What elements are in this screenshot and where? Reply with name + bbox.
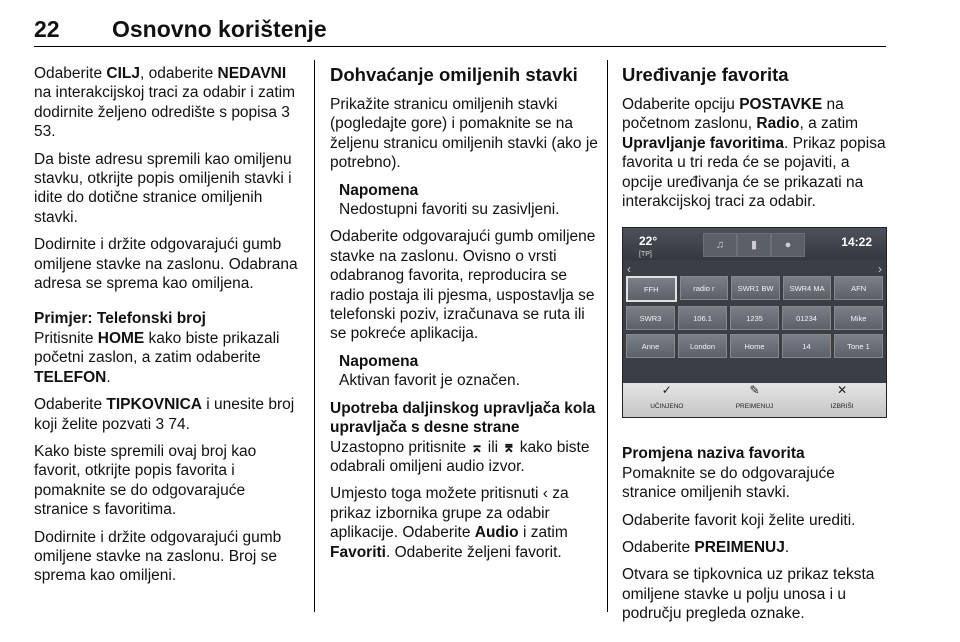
favorite-button: 01234: [782, 306, 831, 330]
section-heading: Dohvaćanje omiljenih stavki: [330, 64, 578, 85]
paragraph: Pritisnite HOME kako biste prikazali početni zaslon, a zatim odaberite TELEFON.: [34, 329, 280, 386]
navigation-icon: ●: [771, 233, 805, 257]
page-title: Osnovno korištenje: [112, 16, 327, 42]
chevron-right-icon: ›: [878, 262, 882, 277]
delete-action: ✕ IZBRIŠI: [830, 383, 854, 411]
chevron-left-icon: ‹: [627, 262, 631, 277]
screen-action-bar: [623, 383, 886, 417]
favorite-button: AFN: [834, 276, 883, 300]
seek-up-icon: ⌅: [470, 438, 484, 456]
favorite-button: London: [678, 334, 727, 358]
page-number: 22: [34, 16, 60, 42]
favorite-button: 106.1: [678, 306, 727, 330]
paragraph: Uzastopno pritisnite ⌅ ili ⌆ kako biste odabrali omiljeni audio izvor.: [330, 438, 590, 475]
paragraph: Odaberite PREIMENUJ.: [622, 539, 790, 557]
back-chevron-icon: ‹: [542, 485, 548, 503]
column-divider: [607, 60, 608, 612]
note-text: Aktivan favorit je označen.: [339, 372, 520, 390]
favorite-button: Anne: [626, 334, 675, 358]
note-title: Napomena: [339, 352, 419, 370]
favorites-row: [626, 334, 883, 358]
paragraph: Prikažite stranicu omiljenih stavki (pogledajte gore) i pomaknite se na željenu stranicu omiljenih stavki (ako je potrebno).: [330, 96, 598, 172]
column-2: [330, 64, 598, 570]
paragraph: Odaberite CILJ, odaberite NEDAVNI na interakcijskoj traci za odabir i zatim dodirnite željeno odredište s popisa 3 53.: [34, 65, 296, 141]
favorite-button: 14: [782, 334, 831, 358]
page-ref-icon: 3: [281, 103, 290, 121]
favorites-grid: [626, 276, 883, 362]
section-heading: Promjena naziva favorita: [622, 445, 805, 463]
music-note-icon: ♫: [703, 233, 737, 257]
pencil-icon: ✎: [749, 383, 760, 398]
page-ref-icon: 3: [155, 415, 165, 433]
section-heading: Uređivanje favorita: [622, 64, 789, 85]
favorites-screen-illustration: [622, 227, 887, 418]
column-1: [34, 64, 302, 594]
paragraph: Otvara se tipkovnica uz prikaz teksta omiljene stavke u polju unosa i u području pregleda oznake.: [622, 566, 875, 623]
note-title: Napomena: [339, 181, 419, 199]
paragraph: Odaberite opciju POSTAVKE na početnom zaslonu, Radio, a zatim Upravljanje favoritima. Prikaz popisa favorita u tri reda će se pojaviti, a opcije uređivanja će se prikazati na interakcijskoj traci za odabir.: [622, 96, 886, 211]
favorites-row: [626, 306, 883, 330]
checkmark-icon: ✓: [661, 383, 672, 398]
favorite-button: FFH: [626, 276, 677, 302]
favorite-button: Tone 1: [834, 334, 883, 358]
screen-status-bar: [623, 228, 886, 260]
paragraph: Dodirnite i držite odgovarajući gumb omiljene stavke na zaslonu. Odabrana adresa se sprema kao omiljena.: [34, 236, 298, 293]
paragraph: Umjesto toga možete pritisnuti ‹ za prikaz izbornika grupe za odabir aplikacije. Odaberite Audio i zatim Favoriti. Odaberite željeni favorit.: [330, 485, 569, 561]
favorite-button: radio r: [680, 276, 729, 300]
seek-down-icon: ⌆: [502, 438, 516, 456]
paragraph: Odaberite odgovarajući gumb omiljene stavke na zaslonu. Ovisno o vrsti odabranog favorita, reproducira se radio postaja ili pjesma, uspostavlja se telefonski poziv, izračunava se ruta ili se pokreće aplikacija.: [330, 228, 596, 343]
note: [339, 352, 598, 391]
column-3: [622, 64, 890, 632]
rename-action: ✎ PREIMENUJ: [735, 383, 774, 411]
favorite-button: Home: [730, 334, 779, 358]
paragraph: Dodirnite i držite odgovarajući gumb omiljene stavke na zaslonu. Broj se sprema kao omiljeni.: [34, 528, 282, 585]
page-header: [34, 14, 886, 47]
close-icon: ✕: [837, 383, 848, 398]
phone-icon: ▮: [737, 233, 771, 257]
favorite-button: SWR1 BW: [731, 276, 780, 300]
note: [339, 181, 598, 220]
screen-page-nav: [623, 262, 886, 277]
section-heading: Primjer: Telefonski broj: [34, 310, 206, 328]
column-divider: [314, 60, 315, 612]
screen-tp-indicator: [TP]: [639, 251, 652, 259]
favorite-button: SWR4 MA: [783, 276, 832, 300]
favorites-row: [626, 276, 883, 302]
paragraph: Da biste adresu spremili kao omiljenu stavku, otkrijte popis omiljenih stavki i idite do dotične stranice omiljenih stavki.: [34, 150, 292, 226]
note-text: Nedostupni favoriti su zasivljeni.: [339, 201, 560, 219]
paragraph: Odaberite favorit koji želite urediti.: [622, 511, 856, 529]
done-action: ✓ UČINJENO: [650, 383, 684, 411]
screen-temperature: 22°: [639, 234, 658, 249]
paragraph: Odaberite TIPKOVNICA i unesite broj koji želite pozvati 3 74.: [34, 396, 295, 433]
favorite-button: 1235: [730, 306, 779, 330]
section-heading: Upotreba daljinskog upravljača kola upravljača s desne strane: [330, 399, 596, 437]
favorite-button: SWR3: [626, 306, 675, 330]
favorite-button: Mike: [834, 306, 883, 330]
paragraph: Kako biste spremili ovaj broj kao favorit, otkrijte popis favorita i pomaknite se do odgovarajuće stranice s favoritima.: [34, 442, 257, 519]
screen-clock: 14:22: [841, 235, 872, 250]
paragraph: Pomaknite se do odgovarajuće stranice omiljenih stavki.: [622, 464, 835, 502]
